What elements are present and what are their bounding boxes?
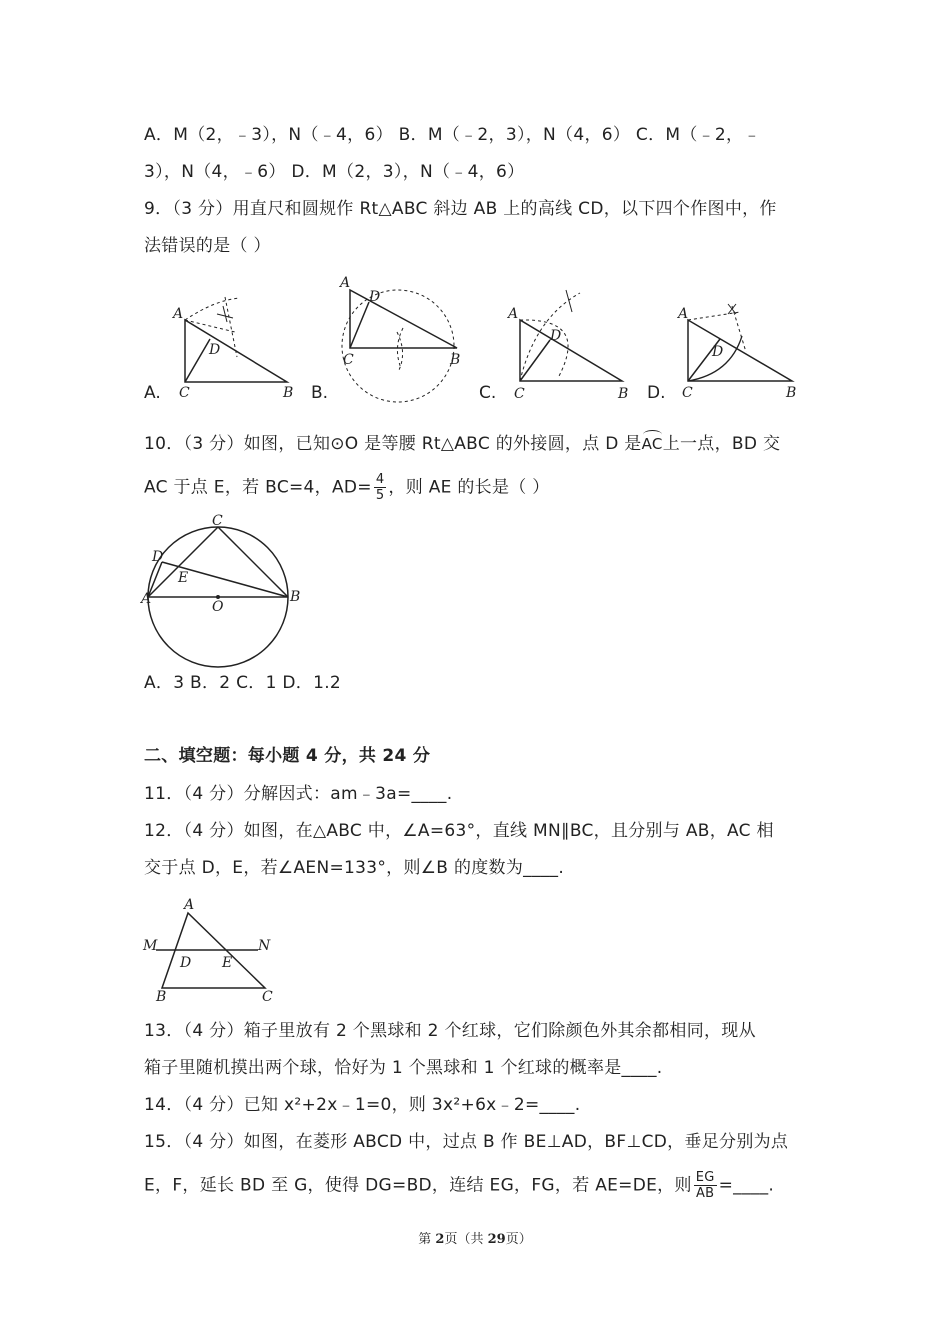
q13-stem-line2: 箱子里随机摸出两个球，恰好为 1 个黑球和 1 个红球的概率是____. bbox=[144, 1058, 663, 1078]
total-pages: 29 bbox=[487, 1232, 506, 1247]
q9d-label-c: C bbox=[682, 385, 693, 401]
q10-line2-part1: AC 于点 E，若 BC=4，AD= bbox=[144, 477, 372, 498]
fraction-numerator: EG bbox=[695, 1170, 715, 1185]
q10-stem-line2 bbox=[144, 472, 550, 503]
q10-label-o: O bbox=[212, 599, 224, 615]
q9c-label-c: C bbox=[514, 386, 525, 402]
q9b-label-a: A bbox=[340, 275, 351, 291]
q12-label-c: C bbox=[262, 989, 273, 1005]
q12-label-d: D bbox=[180, 955, 192, 971]
q15-stem-line1: 15．（4 分）如图，在菱形 ABCD 中，过点 B 作 BE⊥AD，BF⊥CD，垂足分别为点 bbox=[144, 1132, 789, 1152]
q12-label-n: N bbox=[258, 938, 271, 954]
fraction-numerator: 4 bbox=[375, 472, 385, 487]
q12-stem-line2: 交于点 D，E，若∠AEN=133°，则∠B 的度数为____. bbox=[144, 858, 565, 878]
q11-stem: 11．（4 分）分解因式：am﹣3a=____. bbox=[144, 784, 453, 804]
q9-figure-c bbox=[500, 288, 640, 404]
q12-figure bbox=[140, 893, 280, 1005]
q14-stem: 14．（4 分）已知 x²+2x﹣1=0，则 3x²+6x﹣2=____. bbox=[144, 1095, 581, 1115]
q9d-label-a: A bbox=[678, 306, 689, 322]
fraction-eg-ab bbox=[694, 1170, 717, 1201]
arc-ac: AC bbox=[642, 430, 663, 454]
q9-figure-d bbox=[670, 294, 810, 404]
q12-label-m: M bbox=[143, 938, 158, 954]
q10-line1-part1: 10．（3 分）如图，已知⊙O 是等腰 Rt△ABC 的外接圆，点 D 是 bbox=[144, 434, 642, 454]
fraction-denominator: 5 bbox=[375, 488, 385, 503]
q9-option-c: C. bbox=[479, 383, 497, 403]
q9-option-b: B. bbox=[311, 383, 329, 403]
q9c-label-d: D bbox=[550, 328, 562, 344]
q10-label-b: B bbox=[290, 589, 301, 605]
q12-label-a: A bbox=[184, 897, 195, 913]
q15-line2-part1: E，F，延长 BD 至 G，使得 DG=BD，连结 EG，FG，若 AE=DE，则 bbox=[144, 1175, 692, 1196]
q9-figure-b bbox=[335, 270, 470, 404]
footer-prefix: 第 bbox=[418, 1232, 436, 1247]
q15-stem-line2 bbox=[144, 1170, 774, 1201]
q8-options-line1: A．M（2，﹣3），N（﹣4，6） B．M（﹣2，3），N（4，6） C．M（﹣2，﹣ bbox=[144, 125, 761, 145]
q9a-label-c: C bbox=[179, 385, 190, 401]
page-footer bbox=[0, 1228, 950, 1247]
q10-label-c: C bbox=[212, 513, 223, 529]
q9-option-d: D. bbox=[647, 383, 666, 403]
q9-stem-line1: 9．（3 分）用直尺和圆规作 Rt△ABC 斜边 AB 上的高线 CD，以下四个作图中，作 bbox=[144, 199, 777, 219]
q9d-label-d: D bbox=[712, 344, 724, 360]
q13-stem-line1: 13．（4 分）箱子里放有 2 个黑球和 2 个红球，它们除颜色外其余都相同，现从 bbox=[144, 1021, 756, 1041]
q9b-label-c: C bbox=[343, 352, 354, 368]
page-number: 2 bbox=[435, 1232, 445, 1247]
section-title: 二、填空题：每小题 4 分，共 24 分 bbox=[144, 746, 431, 766]
q12-label-e: E bbox=[222, 955, 233, 971]
q10-label-a: A bbox=[141, 591, 152, 607]
q9-option-a: A. bbox=[144, 383, 161, 403]
q9c-label-a: A bbox=[508, 306, 519, 322]
q9a-label-d: D bbox=[209, 342, 221, 358]
q10-answers: A．3 B．2 C．1 D．1.2 bbox=[144, 673, 342, 693]
q10-label-d: D bbox=[152, 549, 164, 565]
footer-middle: 页（共 bbox=[444, 1232, 488, 1247]
q9d-label-b: B bbox=[786, 385, 797, 401]
q10-line1-part2: 上一点，BD 交 bbox=[662, 434, 781, 454]
q12-label-b: B bbox=[156, 989, 167, 1005]
footer-suffix: 页） bbox=[505, 1232, 532, 1247]
q9-figure-a bbox=[165, 292, 305, 404]
fraction-denominator: AB bbox=[695, 1186, 715, 1201]
q10-stem-line1 bbox=[144, 430, 780, 454]
q9b-label-b: B bbox=[450, 352, 461, 368]
q9a-label-a: A bbox=[173, 306, 184, 322]
q9b-label-d: D bbox=[369, 289, 381, 305]
fraction-4-5 bbox=[374, 472, 387, 503]
q9c-label-b: B bbox=[618, 386, 629, 402]
q10-line2-part2: ，则 AE 的长是（ ） bbox=[388, 477, 550, 498]
q15-line2-part2: =____. bbox=[718, 1175, 775, 1196]
q9a-label-b: B bbox=[283, 385, 294, 401]
q10-label-e: E bbox=[178, 570, 189, 586]
q10-figure bbox=[140, 510, 310, 665]
q9-stem-line2: 法错误的是（ ） bbox=[144, 236, 271, 256]
q8-options-line2: 3），N（4，﹣6） D．M（2，3），N（﹣4，6） bbox=[144, 162, 525, 182]
q12-stem-line1: 12．（4 分）如图，在△ABC 中，∠A=63°，直线 MN∥BC，且分别与 AB，AC 相 bbox=[144, 821, 774, 841]
